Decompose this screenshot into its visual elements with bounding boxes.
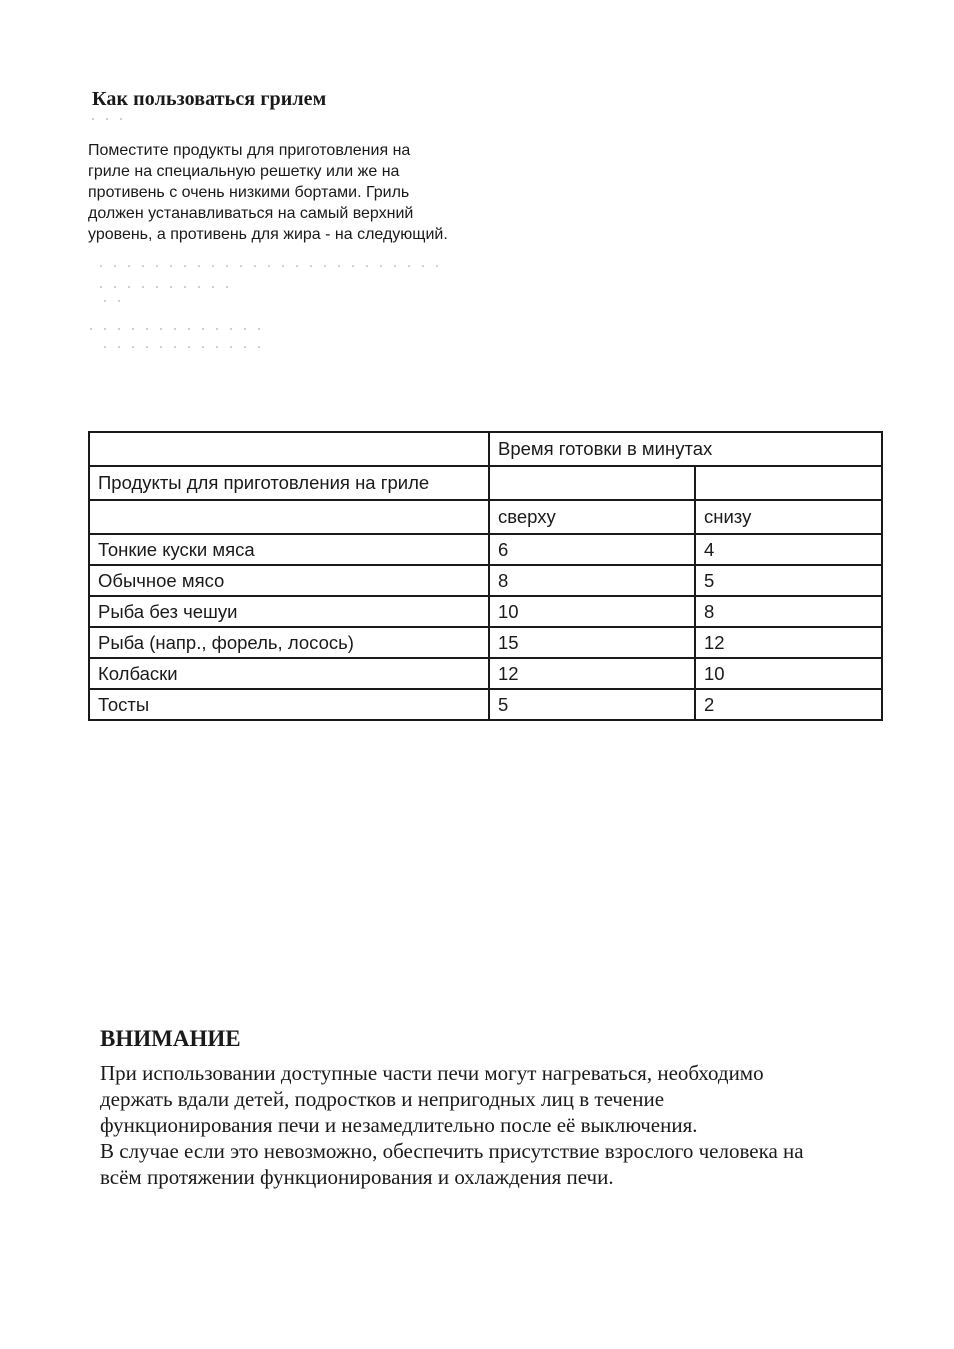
bottom-time-cell: 2 (695, 689, 882, 720)
table-cell-empty (695, 466, 882, 500)
warning-line: держать вдали детей, подростков и непригодных лиц в течение (100, 1087, 665, 1111)
header-bottom: снизу (695, 500, 882, 534)
bottom-time-cell: 10 (695, 658, 882, 689)
grill-time-table (88, 431, 883, 721)
table-header-row (89, 432, 882, 466)
table-cell-empty (489, 466, 695, 500)
table-cell-empty (89, 432, 489, 466)
intro-line: Поместите продукты для приготовления на (88, 142, 411, 159)
top-time-cell: 8 (489, 565, 695, 596)
header-top: сверху (489, 500, 695, 534)
faded-text-remnant (100, 265, 440, 267)
warning-title: ВНИМАНИЕ (100, 1026, 241, 1051)
table-row (89, 689, 882, 720)
faded-text-remnant (92, 118, 122, 120)
table-row (89, 534, 882, 565)
top-time-cell: 12 (489, 658, 695, 689)
product-cell: Тонкие куски мяса (89, 534, 489, 565)
section-title: Как пользоваться грилем (92, 88, 327, 110)
intro-line: гриле на специальную решетку или же на (88, 163, 400, 180)
top-time-cell: 5 (489, 689, 695, 720)
warning-line: В случае если это невозможно, обеспечить присутствие взрослого человека на (100, 1139, 804, 1163)
bottom-time-cell: 12 (695, 627, 882, 658)
table-header-row (89, 500, 882, 534)
bottom-time-cell: 4 (695, 534, 882, 565)
faded-text-remnant (104, 346, 264, 348)
product-cell: Обычное мясо (89, 565, 489, 596)
warning-block (100, 1026, 900, 1190)
bottom-time-cell: 8 (695, 596, 882, 627)
top-time-cell: 15 (489, 627, 695, 658)
top-time-cell: 6 (489, 534, 695, 565)
faded-text-remnant (100, 286, 240, 288)
table-header-row (89, 466, 882, 500)
product-cell: Тосты (89, 689, 489, 720)
faded-text-remnant (90, 328, 260, 330)
top-time-cell: 10 (489, 596, 695, 627)
intro-line: противень с очень низкими бортами. Гриль (88, 184, 410, 201)
product-cell: Рыба (напр., форель, лосось) (89, 627, 489, 658)
header-products: Продукты для приготовления на гриле (89, 466, 489, 500)
table-row (89, 565, 882, 596)
faded-text-remnant (104, 300, 124, 302)
header-cooking-time: Время готовки в минутах (489, 432, 882, 466)
warning-line: функционирования печи и незамедлительно после её выключения. (100, 1113, 698, 1137)
intro-line: уровень, а противень для жира - на следующий. (88, 226, 448, 243)
table-row (89, 627, 882, 658)
warning-line: всём протяжении функционирования и охлаждения печи. (100, 1165, 614, 1189)
intro-paragraph (88, 140, 488, 245)
table-row (89, 658, 882, 689)
table-row (89, 596, 882, 627)
warning-line: При использовании доступные части печи могут нагреваться, необходимо (100, 1061, 764, 1085)
table-cell-empty (89, 500, 489, 534)
product-cell: Рыба без чешуи (89, 596, 489, 627)
intro-line: должен устанавливаться на самый верхний (88, 205, 414, 222)
bottom-time-cell: 5 (695, 565, 882, 596)
product-cell: Колбаски (89, 658, 489, 689)
